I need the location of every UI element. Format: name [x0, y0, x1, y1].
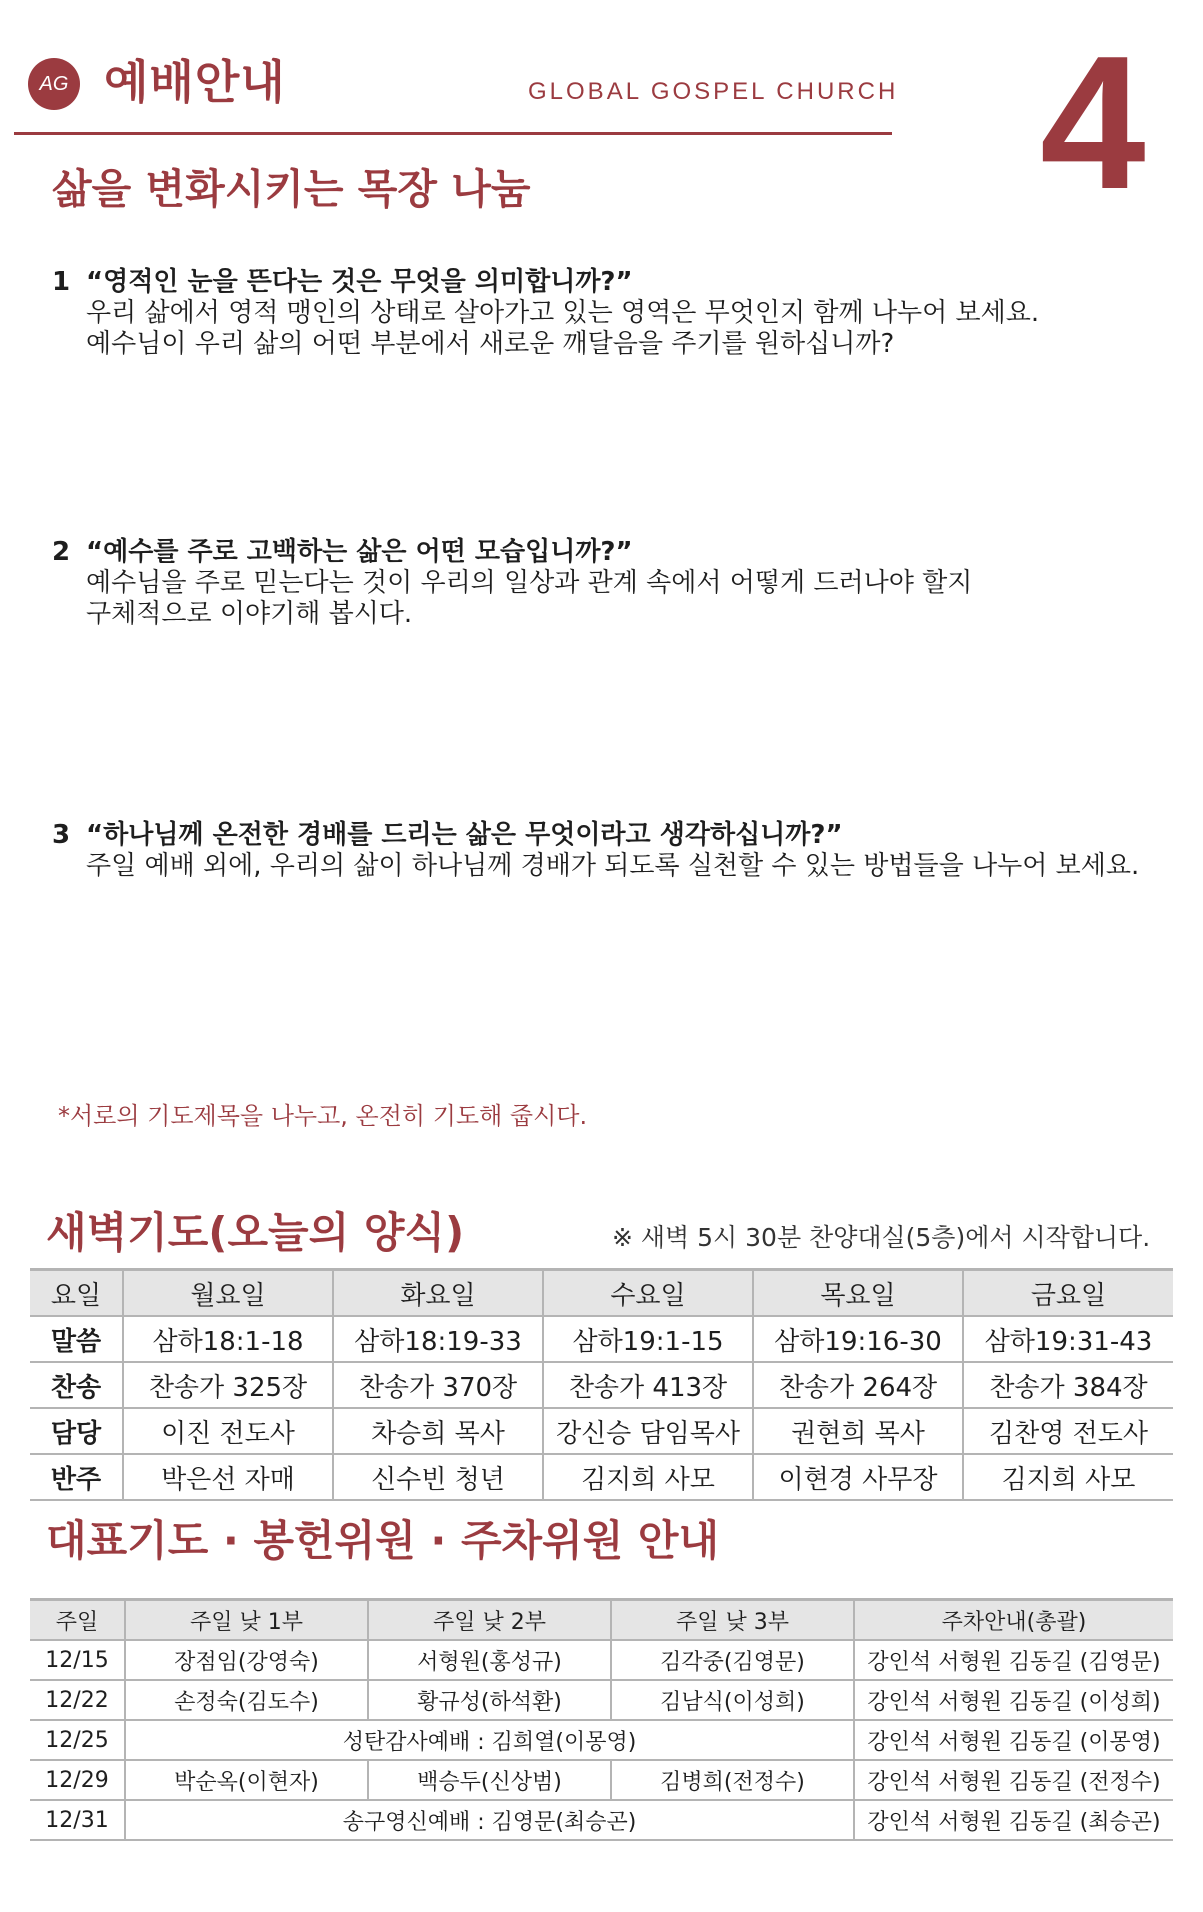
question-heading: “예수를 주로 고백하는 삶은 어떤 모습입니까?”	[86, 537, 633, 567]
date-cell: 12/29	[30, 1760, 125, 1800]
table-cell: 백승두(신상범)	[368, 1760, 611, 1800]
table-cell: 삼하18:19-33	[333, 1316, 543, 1362]
question-line: 주일 예배 외에, 우리의 삶이 하나님께 경배가 되도록 실천할 수 있는 방법들을 나누어 보세요.	[86, 851, 1140, 881]
page-title: 예배안내	[104, 55, 286, 109]
table-cell: 찬송가 325장	[123, 1362, 333, 1408]
column-header: 월요일	[123, 1270, 333, 1317]
parking-cell: 강인석 서형원 김동길 (최승곤)	[854, 1800, 1173, 1840]
prayer-note: *서로의 기도제목을 나누고, 온전히 기도해 줍시다.	[58, 1102, 588, 1130]
church-name: GLOBAL GOSPEL CHURCH	[528, 78, 899, 105]
table-cell: 황규성(하석환)	[368, 1680, 611, 1720]
question-line: 예수님을 주로 믿는다는 것이 우리의 일상과 관계 속에서 어떻게 드러나야 할지	[86, 568, 973, 598]
section-title: 삶을 변화시키는 목장 나눔	[52, 165, 531, 213]
table-row	[30, 1760, 1173, 1800]
table-header-row	[30, 1600, 1173, 1641]
special-service-cell: 성탄감사예배 : 김희열(이몽영)	[125, 1720, 854, 1760]
date-cell: 12/31	[30, 1800, 125, 1840]
table-cell: 김지희 사모	[963, 1454, 1173, 1500]
column-header: 목요일	[753, 1270, 963, 1317]
table-cell: 찬송가 264장	[753, 1362, 963, 1408]
table-cell: 김병희(전정수)	[611, 1760, 854, 1800]
row-label: 말씀	[30, 1316, 123, 1362]
table-cell: 서형원(홍성규)	[368, 1640, 611, 1680]
table-row	[30, 1362, 1173, 1408]
row-label: 찬송	[30, 1362, 123, 1408]
question-number: 3	[52, 820, 71, 850]
question-heading: “하나님께 온전한 경배를 드리는 삶은 무엇이라고 생각하십니까?”	[86, 820, 843, 850]
parking-cell: 강인석 서형원 김동길 (이성희)	[854, 1680, 1173, 1720]
header-divider	[14, 132, 892, 135]
service-roster-title: 대표기도 · 봉헌위원 · 주차위원 안내	[46, 1516, 720, 1565]
table-cell: 박순옥(이현자)	[125, 1760, 368, 1800]
column-header: 금요일	[963, 1270, 1173, 1317]
table-cell: 김찬영 전도사	[963, 1408, 1173, 1454]
table-cell: 권현희 목사	[753, 1408, 963, 1454]
table-cell: 차승희 목사	[333, 1408, 543, 1454]
column-header: 주일 낮 1부	[125, 1600, 368, 1641]
question-number: 2	[52, 537, 71, 567]
table-row	[30, 1640, 1173, 1680]
column-header: 수요일	[543, 1270, 753, 1317]
date-cell: 12/25	[30, 1720, 125, 1760]
table-cell: 이현경 사무장	[753, 1454, 963, 1500]
parking-cell: 강인석 서형원 김동길 (전정수)	[854, 1760, 1173, 1800]
table-cell: 삼하19:16-30	[753, 1316, 963, 1362]
question-line: 예수님이 우리 삶의 어떤 부분에서 새로운 깨달음을 주기를 원하십니까?	[86, 329, 895, 359]
table-cell: 김지희 사모	[543, 1454, 753, 1500]
question-heading: “영적인 눈을 뜬다는 것은 무엇을 의미합니까?”	[86, 267, 633, 297]
question-number: 1	[52, 267, 71, 297]
parking-cell: 강인석 서형원 김동길 (이몽영)	[854, 1720, 1173, 1760]
row-label: 반주	[30, 1454, 123, 1500]
table-cell: 김남식(이성희)	[611, 1680, 854, 1720]
column-header: 주일 낮 3부	[611, 1600, 854, 1641]
column-header: 주차안내(총괄)	[854, 1600, 1173, 1641]
table-cell: 김각중(김영문)	[611, 1640, 854, 1680]
church-logo: AG	[28, 58, 80, 110]
table-header-row	[30, 1270, 1173, 1317]
dawn-prayer-title: 새벽기도(오늘의 양식)	[46, 1208, 465, 1257]
table-cell: 찬송가 370장	[333, 1362, 543, 1408]
question-1	[52, 267, 1192, 360]
table-cell: 강신승 담임목사	[543, 1408, 753, 1454]
column-header: 주일 낮 2부	[368, 1600, 611, 1641]
table-row	[30, 1408, 1173, 1454]
page-number: 4	[1040, 17, 1146, 229]
table-cell: 이진 전도사	[123, 1408, 333, 1454]
date-cell: 12/22	[30, 1680, 125, 1720]
question-line: 구체적으로 이야기해 봅시다.	[86, 599, 413, 629]
table-cell: 찬송가 384장	[963, 1362, 1173, 1408]
table-row	[30, 1316, 1173, 1362]
table-cell: 삼하18:1-18	[123, 1316, 333, 1362]
table-cell: 삼하19:1-15	[543, 1316, 753, 1362]
date-cell: 12/15	[30, 1640, 125, 1680]
table-cell: 장점임(강영숙)	[125, 1640, 368, 1680]
table-row	[30, 1454, 1173, 1500]
question-line: 우리 삶에서 영적 맹인의 상태로 살아가고 있는 영역은 무엇인지 함께 나누어 보세요.	[86, 298, 1040, 328]
dawn-prayer-note: ※ 새벽 5시 30분 찬양대실(5층)에서 시작합니다.	[612, 1223, 1151, 1252]
table-row	[30, 1720, 1173, 1760]
column-header: 요일	[30, 1270, 123, 1317]
special-service-cell: 송구영신예배 : 김영문(최승곤)	[125, 1800, 854, 1840]
table-cell: 손정숙(김도수)	[125, 1680, 368, 1720]
table-row	[30, 1680, 1173, 1720]
table-cell: 삼하19:31-43	[963, 1316, 1173, 1362]
table-cell: 박은선 자매	[123, 1454, 333, 1500]
question-2	[52, 537, 1192, 630]
column-header: 화요일	[333, 1270, 543, 1317]
table-cell: 신수빈 청년	[333, 1454, 543, 1500]
table-row	[30, 1800, 1173, 1840]
question-3	[52, 820, 1192, 882]
column-header: 주일	[30, 1600, 125, 1641]
parking-cell: 강인석 서형원 김동길 (김영문)	[854, 1640, 1173, 1680]
table-cell: 찬송가 413장	[543, 1362, 753, 1408]
service-roster-table	[30, 1598, 1173, 1841]
row-label: 담당	[30, 1408, 123, 1454]
dawn-prayer-table	[30, 1268, 1173, 1501]
